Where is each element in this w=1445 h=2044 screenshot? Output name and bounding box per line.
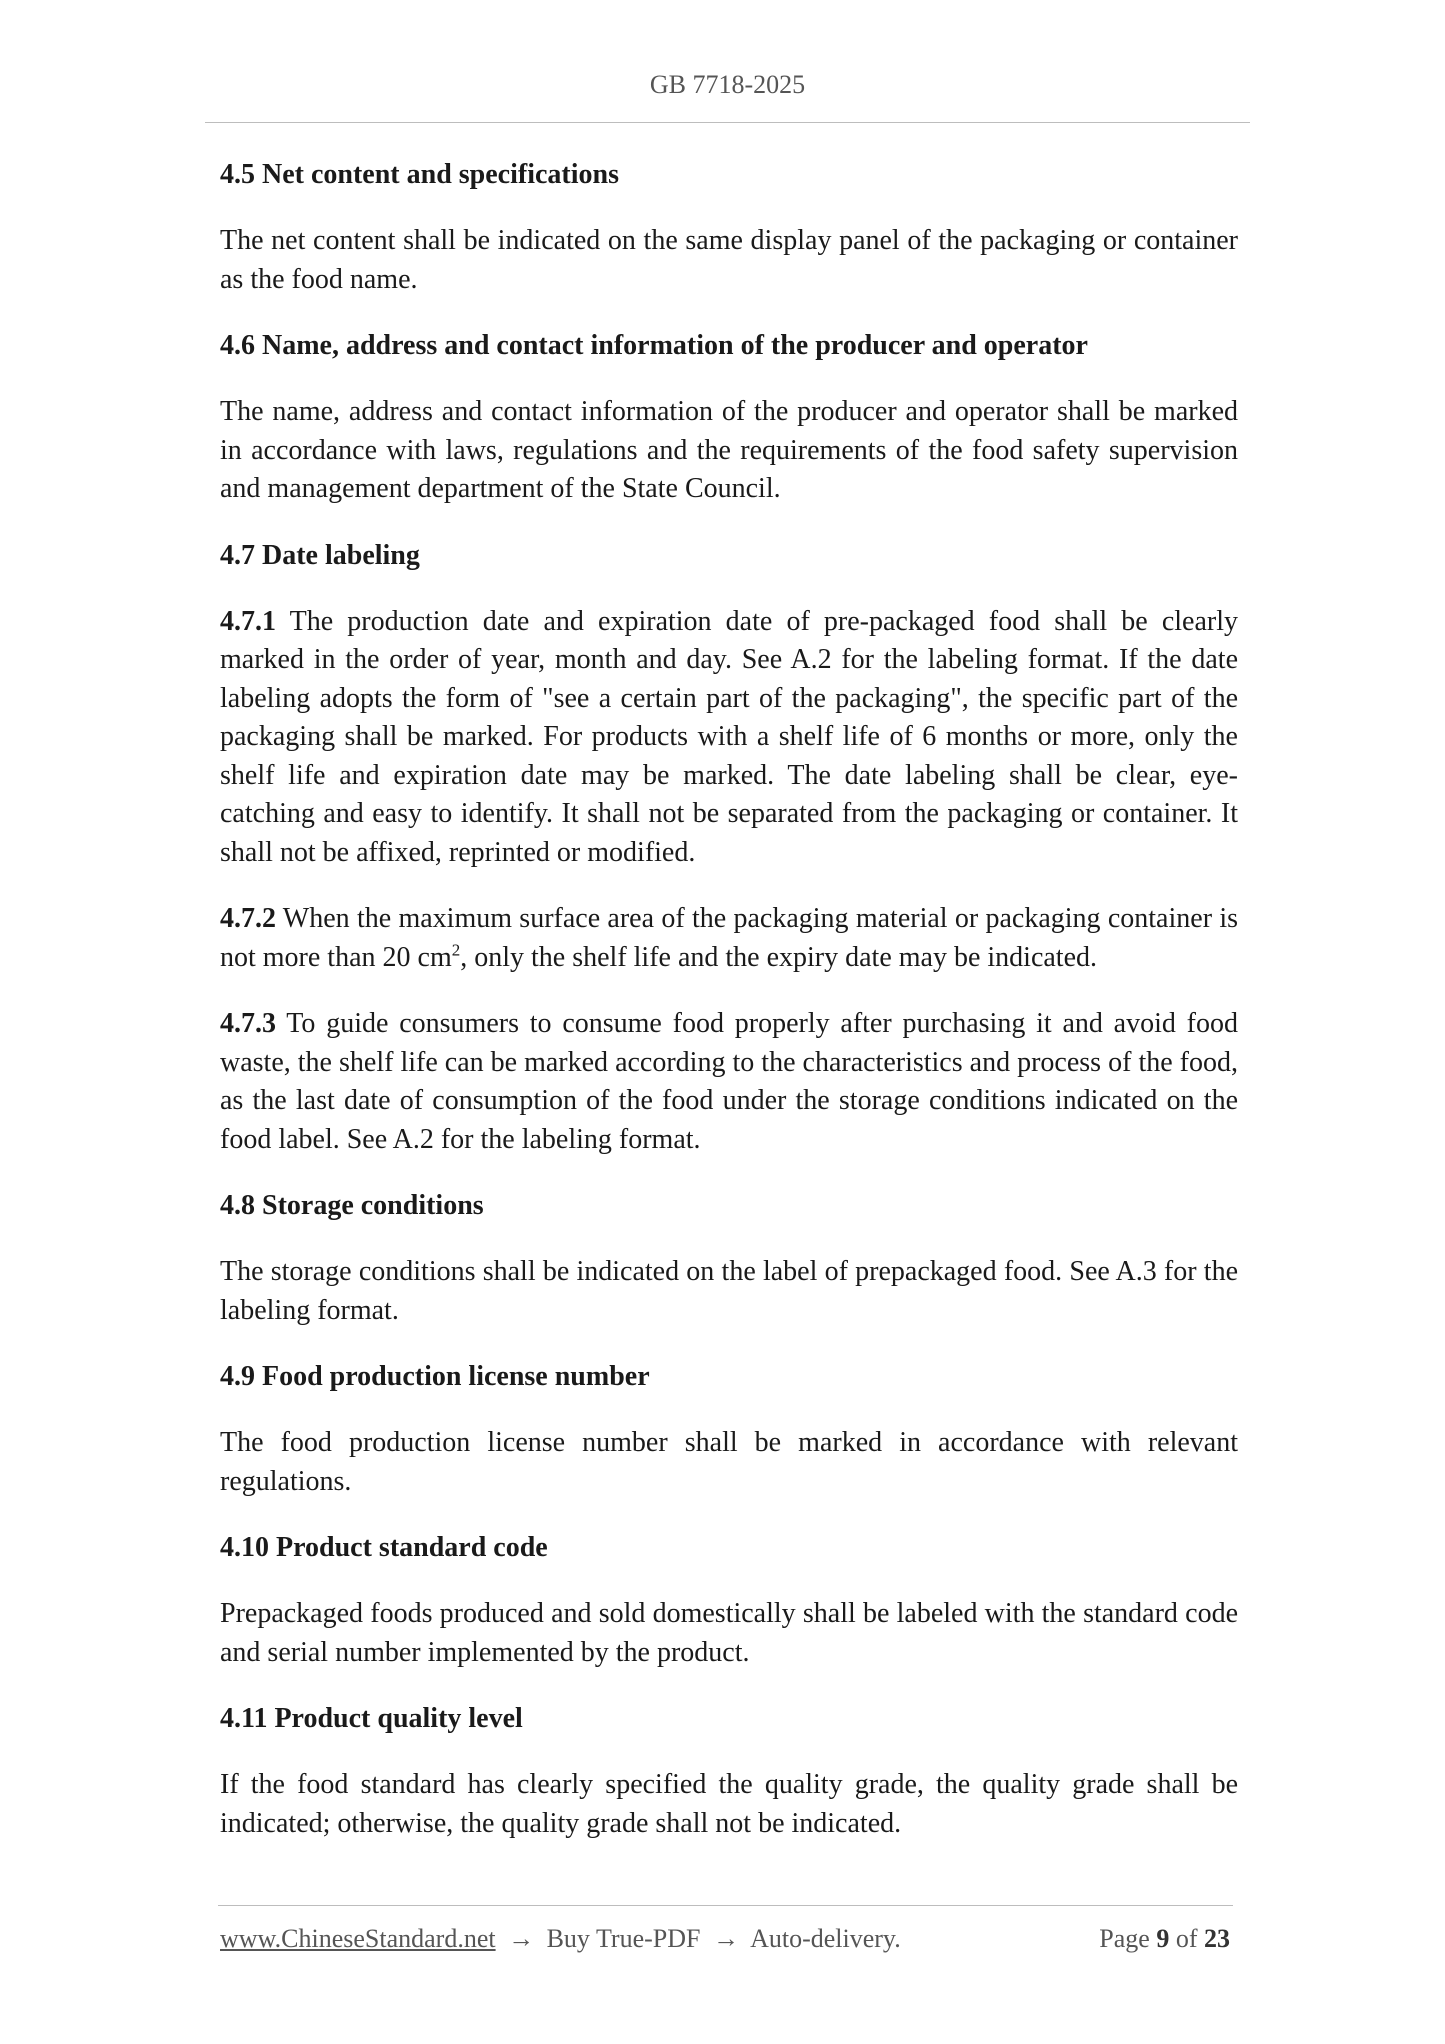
clause-4-7-2 bbox=[220, 900, 1238, 977]
section-4-9-heading: 4.9 Food production license number bbox=[220, 1361, 650, 1392]
current-page: 9 bbox=[1156, 1924, 1170, 1953]
document-body bbox=[220, 156, 1238, 1871]
section-4-9-text: The food production license number shall be marked in accordance with relevant regulations. bbox=[220, 1427, 1238, 1497]
arrow-right-icon: → bbox=[508, 1924, 535, 1953]
section-4-8-heading: 4.8 Storage conditions bbox=[220, 1190, 484, 1221]
section-4-11-text: If the food standard has clearly specified the quality grade, the quality grade shall be indicated; otherwise, the quality grade shall not be indicated. bbox=[220, 1769, 1238, 1839]
section-4-10-heading: 4.10 Product standard code bbox=[220, 1532, 548, 1563]
section-4-8-text: The storage conditions shall be indicated on the label of prepackaged food. See A.3 for the labeling format. bbox=[220, 1256, 1238, 1326]
clause-4-7-2-text-a: When the maximum surface area of the packaging material or packaging container is not more than 20 cm bbox=[220, 903, 1238, 973]
header-divider bbox=[205, 122, 1250, 123]
section-4-10-text: Prepackaged foods produced and sold domestically shall be labeled with the standard code and serial number implemented by the product. bbox=[220, 1598, 1238, 1668]
total-pages: 23 bbox=[1204, 1924, 1230, 1953]
page-of-label: of bbox=[1175, 1924, 1198, 1953]
section-4-5-text: The net content shall be indicated on the same display panel of the packaging or container as the food name. bbox=[220, 225, 1238, 295]
section-4-11-heading: 4.11 Product quality level bbox=[220, 1703, 523, 1734]
clause-4-7-3-number: 4.7.3 bbox=[220, 1008, 276, 1039]
clause-4-7-1-text: The production date and expiration date of pre-packaged food shall be clearly marked in the order of year, month and day. See A.2 for the labeling format. If the date labeling adopts the form of "see a certain part of the packaging", the specific part of the packaging shall be marked. For products with a shelf life of 6 months or more, only the shelf life and expiration date may be marked. The date labeling shall be clear, eye-catching and easy to identify. It shall not be separated from the packaging or container. It shall not be affixed, reprinted or modified. bbox=[220, 605, 1238, 868]
section-4-6-text: The name, address and contact information of the producer and operator shall be marked in accordance with laws, regulations and the requirements of the food safety supervision and management department of the State Council. bbox=[220, 396, 1238, 504]
section-4-6-heading: 4.6 Name, address and contact information of the producer and operator bbox=[220, 330, 1088, 361]
clause-4-7-1-number: 4.7.1 bbox=[220, 605, 276, 637]
footer-divider bbox=[218, 1905, 1233, 1906]
page-label: Page bbox=[1099, 1924, 1150, 1953]
clause-4-7-3-text: To guide consumers to consume food properly after purchasing it and avoid food waste, the shelf life can be marked according to the characteristics and process of the food, as the last date of consumption of the food under the storage conditions indicated on the food label. See A.2 for the labeling format. bbox=[220, 1008, 1238, 1155]
clause-4-7-2-number: 4.7.2 bbox=[220, 903, 276, 934]
clause-4-7-3 bbox=[220, 1005, 1238, 1159]
website-link[interactable]: www.ChineseStandard.net bbox=[220, 1924, 496, 1953]
clause-4-7-1 bbox=[220, 603, 1238, 873]
buy-true-pdf-text: Buy True-PDF bbox=[546, 1924, 701, 1953]
section-4-7-heading: 4.7 Date labeling bbox=[220, 539, 420, 571]
page-number bbox=[1099, 1924, 1230, 1954]
clause-4-7-2-text-b: , only the shelf life and the expiry date may be indicated. bbox=[460, 941, 1098, 973]
auto-delivery-text: Auto-delivery. bbox=[750, 1924, 901, 1953]
superscript-2: 2 bbox=[451, 940, 461, 960]
arrow-right-icon: → bbox=[713, 1924, 739, 1953]
section-4-5-heading: 4.5 Net content and specifications bbox=[220, 159, 619, 190]
footer-promo bbox=[220, 1924, 901, 1954]
running-header: GB 7718-2025 bbox=[649, 70, 806, 99]
